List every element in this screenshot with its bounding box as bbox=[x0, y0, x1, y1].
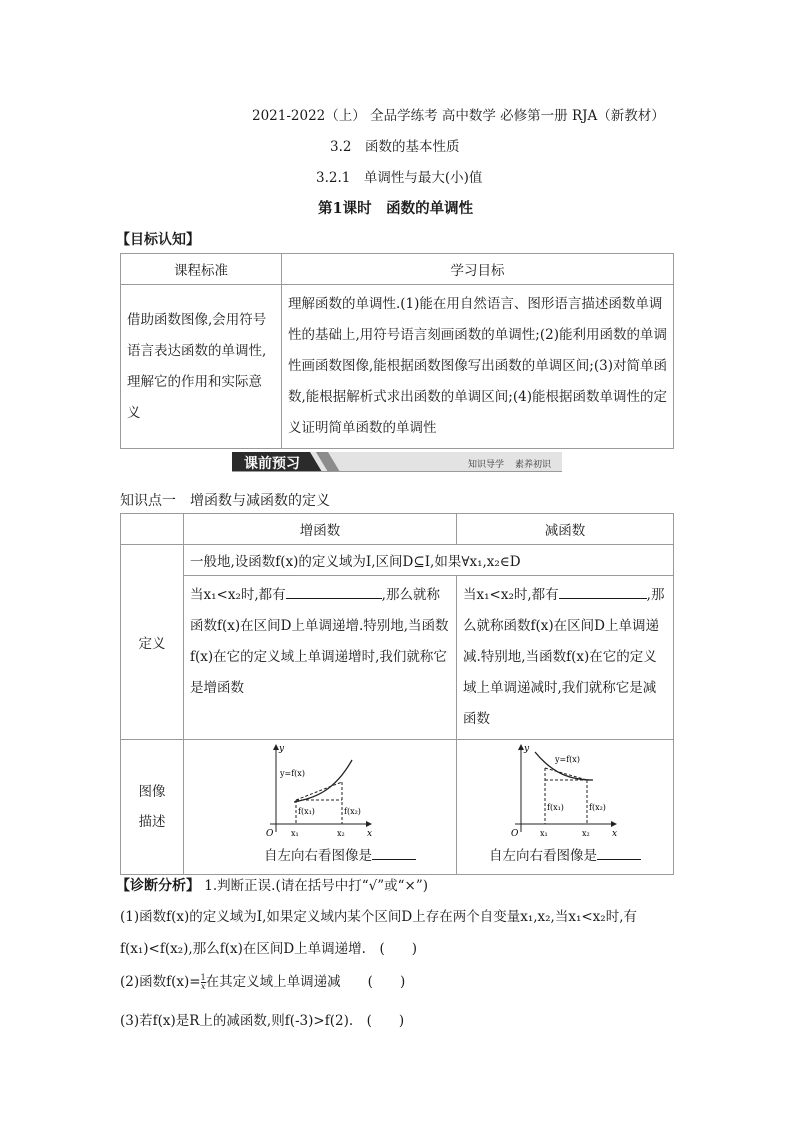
goal-objectives-text: 理解函数的单调性.(1)能在用自然语言、图形语言描述函数单调性的基础上,用符号语言刻画函数的单调性;(2)能利用函数的单调性画函数图像,能根据函数图像写出函数的单调区间;(3)对简单函数,能根据解析式求出函数的单调区间;(4)能根据函数单调性的定义证明简单函数的单调性 bbox=[282, 285, 674, 449]
dec-caption-text: 自左向右看图像是 bbox=[489, 848, 597, 864]
goal-heading: 【目标认知】 bbox=[116, 232, 200, 248]
dec-caption bbox=[457, 844, 673, 864]
row-definition: 定义 bbox=[121, 545, 184, 740]
decreasing-graph bbox=[457, 740, 673, 844]
dec-x1-label: x₁ bbox=[540, 829, 548, 838]
dec-def-part2: ,那么就称函数f(x)在区间D上单调递减.特别地,当函数f(x)在它的定义域上单调递减时,我们就称它是减函数 bbox=[463, 587, 665, 727]
decreasing-definition bbox=[457, 576, 674, 740]
dec-fx1-label: f(x₁) bbox=[547, 803, 564, 812]
banner-sub2: 素养初识 bbox=[515, 460, 552, 470]
dec-blank[interactable] bbox=[559, 584, 647, 599]
decreasing-graph-cell bbox=[457, 740, 674, 875]
inc-def-part2: ,那么就称函数f(x)在区间D上单调递增.特别地,当函数f(x)在它的定义域上单调递增时,我们就称它是增函数 bbox=[190, 587, 449, 696]
row-graph-1: 图像 bbox=[138, 784, 166, 800]
inc-x2-label: x₂ bbox=[337, 829, 345, 838]
preview-banner bbox=[232, 452, 562, 472]
inc-x-label: x bbox=[367, 829, 373, 839]
inc-y-label: y bbox=[279, 744, 285, 754]
question-2 bbox=[120, 970, 405, 991]
lesson-title: 第1课时 函数的单调性 bbox=[318, 200, 474, 217]
common-condition: 一般地,设函数f(x)的定义域为I,区间D⊆I,如果∀x₁,x₂∈D bbox=[184, 545, 674, 576]
question-1-line-1: (1)函数f(x)的定义域为I,如果定义域内某个区间D上存在两个自变量x₁,x₂,当x₁<x₂时,有 bbox=[120, 909, 638, 925]
inc-def-part1: 当x₁<x₂时,都有 bbox=[190, 587, 286, 603]
col-increasing: 增函数 bbox=[184, 514, 457, 545]
q2-denominator: x bbox=[200, 982, 206, 991]
q2-pre: (2)函数f(x)= bbox=[120, 974, 201, 990]
inc-x1-label: x₁ bbox=[291, 829, 299, 838]
dec-caption-blank[interactable] bbox=[597, 845, 641, 860]
diagnosis-row bbox=[116, 874, 428, 895]
dec-fx2-label: f(x₂) bbox=[589, 803, 606, 812]
increasing-definition bbox=[184, 576, 457, 740]
question-3: (3)若f(x)是R上的减函数,则f(-3)>f(2). ( ) bbox=[120, 1013, 405, 1029]
book-header: 2021-2022（上） 全品学练考 高中数学 必修第一册 RJA（新教材） bbox=[252, 108, 665, 124]
inc-blank[interactable] bbox=[286, 584, 382, 599]
diagnosis-heading: 【诊断分析】 bbox=[116, 878, 200, 894]
definition-table bbox=[120, 513, 674, 875]
dec-x2-label: x₂ bbox=[582, 829, 590, 838]
dec-x-label: x bbox=[612, 829, 618, 839]
dec-fx-label: y=f(x) bbox=[555, 755, 580, 764]
diagnosis-intro: 1.判断正误.(请在括号中打“√”或“×”) bbox=[204, 878, 429, 894]
banner-sub1: 知识导学 bbox=[468, 460, 505, 470]
increasing-graph-cell bbox=[184, 740, 457, 875]
inc-fx1-label: f(x₁) bbox=[298, 807, 315, 816]
dec-origin-label: O bbox=[511, 829, 519, 839]
section-title: 3.2 函数的基本性质 bbox=[330, 139, 460, 155]
goal-col-objectives: 学习目标 bbox=[282, 254, 674, 285]
col-decreasing: 减函数 bbox=[457, 514, 674, 545]
inc-caption-blank[interactable] bbox=[372, 845, 416, 860]
q2-post: 在其定义域上单调递减 ( ) bbox=[205, 974, 406, 990]
corner-cell bbox=[121, 514, 184, 545]
knowledge-heading: 知识点一 增函数与减函数的定义 bbox=[120, 493, 330, 509]
question-1-line-2: f(x₁)<f(x₂),那么f(x)在区间D上单调递增. ( ) bbox=[120, 941, 418, 957]
row-graph bbox=[121, 740, 184, 875]
inc-fx2-label: f(x₂) bbox=[344, 807, 361, 816]
subsection-title: 3.2.1 单调性与最大(小)值 bbox=[316, 170, 483, 186]
goal-table bbox=[120, 253, 674, 449]
dec-y-label: y bbox=[524, 744, 530, 754]
inc-caption bbox=[224, 844, 456, 864]
row-graph-2: 描述 bbox=[138, 814, 166, 830]
banner-label: 课前预习 bbox=[244, 456, 300, 472]
dec-def-part1: 当x₁<x₂时,都有 bbox=[463, 587, 559, 603]
increasing-graph bbox=[184, 740, 456, 844]
inc-origin-label: O bbox=[266, 829, 274, 839]
inc-caption-text: 自左向右看图像是 bbox=[264, 848, 372, 864]
inc-fx-label: y=f(x) bbox=[280, 769, 305, 778]
goal-standard-text: 借助函数图像,会用符号语言表达函数的单调性,理解它的作用和实际意义 bbox=[121, 285, 282, 449]
goal-col-standard: 课程标准 bbox=[121, 254, 282, 285]
q2-numerator: 1 bbox=[200, 973, 206, 982]
